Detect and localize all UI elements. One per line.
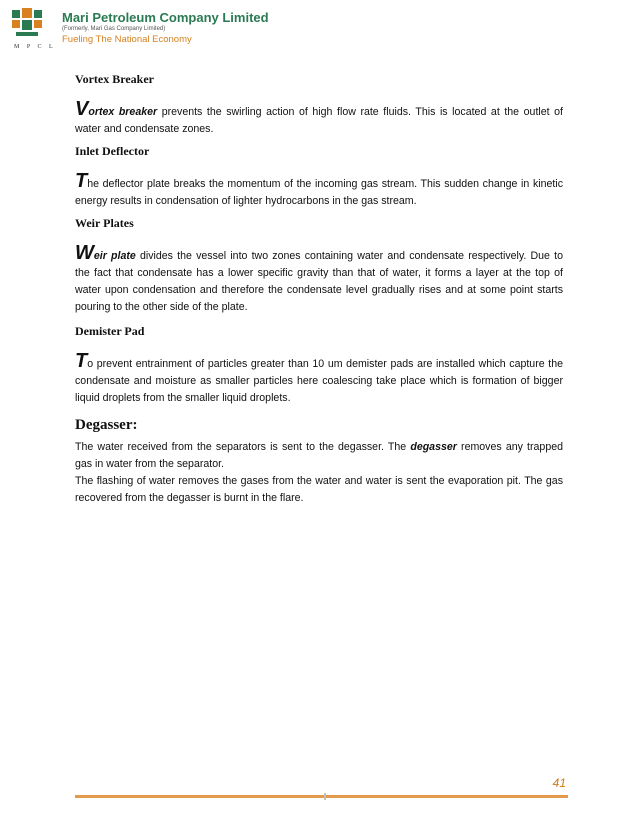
- company-header: [10, 6, 310, 56]
- paragraph-degasser-2: The flashing of water removes the gases from the water and water is sent the evaporation pit. The gas recovered from the degasser is burnt in the flare.: [75, 475, 563, 504]
- mpcl-logo-icon: [10, 6, 50, 44]
- drop-cap: T: [75, 350, 88, 372]
- paragraph-weir-plates: [75, 242, 563, 316]
- emphasis-term: degasser: [410, 441, 457, 453]
- company-name: Mari Petroleum Company Limited: [62, 10, 269, 25]
- paragraph-demister-pad: [75, 350, 563, 407]
- footer-rule-marker: [324, 793, 326, 800]
- paragraph-vortex-breaker: [75, 98, 563, 138]
- drop-cap: T: [75, 170, 88, 192]
- company-logo: [10, 6, 60, 56]
- drop-cap: W: [75, 242, 94, 264]
- drop-cap: V: [75, 98, 89, 120]
- paragraph-text: The water received from the separators is sent to the degasser. The: [75, 441, 411, 453]
- paragraph-degasser-1: [75, 439, 563, 473]
- heading-weir-plates: Weir Plates: [75, 216, 134, 230]
- heading-degasser: Degasser:: [75, 417, 138, 433]
- page-number: 41: [552, 776, 566, 790]
- logo-text: M P C L: [14, 44, 56, 50]
- page-content: [75, 64, 563, 507]
- heading-inlet-deflector: Inlet Deflector: [75, 144, 150, 158]
- company-former-name: (Formerly, Mari Gas Company Limited): [62, 26, 166, 32]
- paragraph-text: prevents the swirling action of high flow rate fluids. This is located at the outlet of water and condensate zones.: [75, 106, 563, 135]
- paragraph-text: removes any trapped gas in water from the separator.: [75, 441, 563, 470]
- emphasis-term: ortex breaker: [88, 106, 158, 118]
- paragraph-text: he deflector plate breaks the momentum of the incoming gas stream. This sudden change in kinetic energy results in condensation of lighter hydrocarbons in the gas stream.: [75, 178, 563, 207]
- paragraph-inlet-deflector: [75, 170, 563, 210]
- heading-vortex-breaker: Vortex Breaker: [75, 72, 154, 86]
- paragraph-text: o prevent entrainment of particles greater than 10 um demister pads are installed which capture the condensate and moisture as smaller particles here coalescing take place which is formation of bigger liquid droplets from the smaller liquid droplets.: [75, 358, 563, 404]
- company-slogan: Fueling The National Economy: [62, 34, 192, 45]
- emphasis-term: eir plate: [93, 250, 136, 262]
- footer-rule: [75, 795, 568, 798]
- paragraph-text: divides the vessel into two zones containing water and condensate respectively. Due to the fact that condensate has a lower specific gravity than that of water, it forms a layer at the top of water upon condensation and therefore the condensate level gradually rises and at some point starts pouring to the other side of the plate.: [75, 250, 563, 313]
- heading-demister-pad: Demister Pad: [75, 324, 145, 338]
